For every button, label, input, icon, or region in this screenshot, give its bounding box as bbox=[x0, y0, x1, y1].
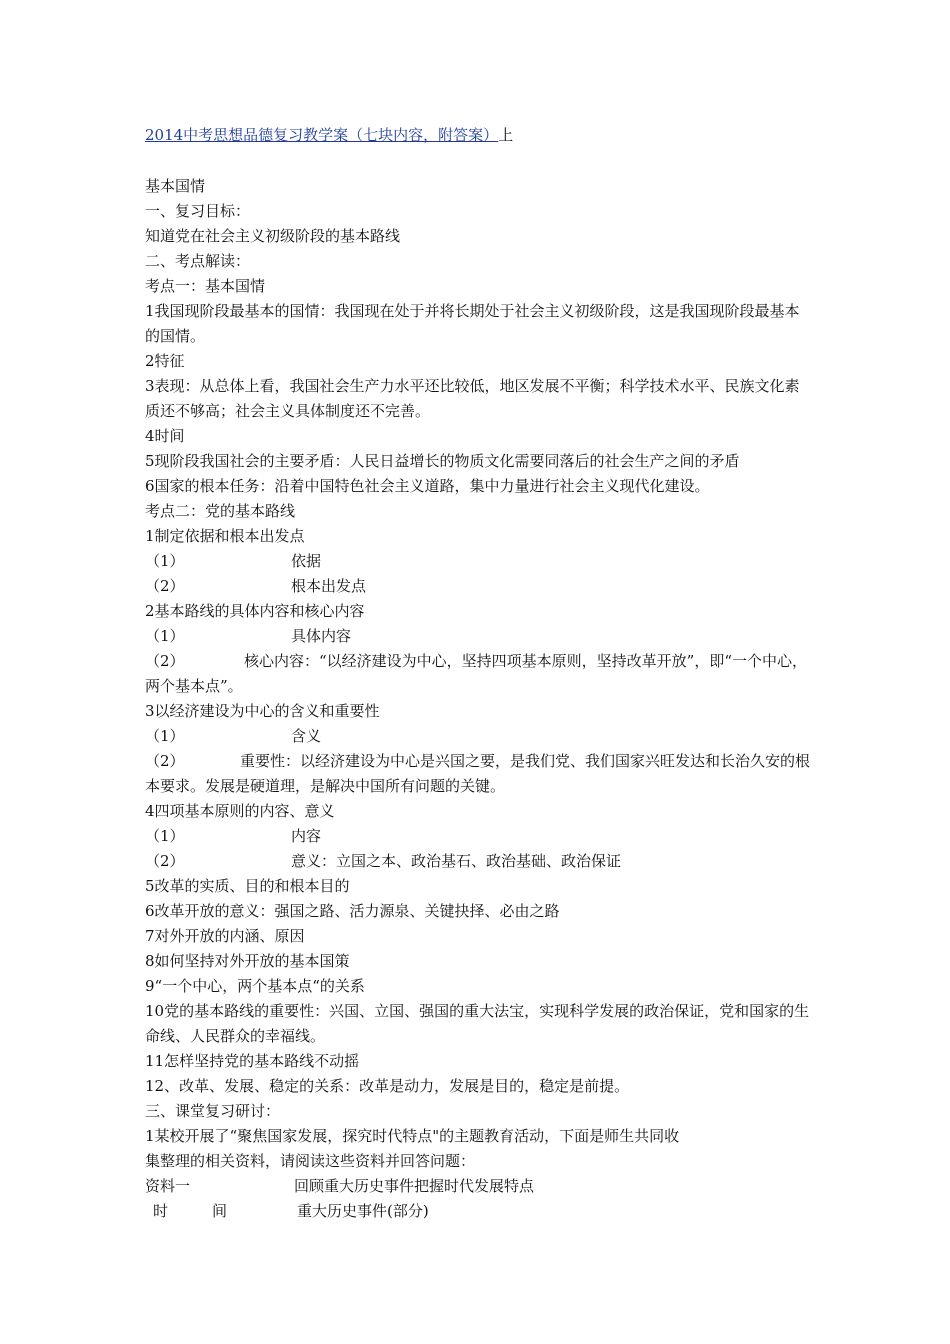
text-line: 考点一：基本国情 bbox=[145, 277, 266, 295]
title-link[interactable]: 2014中考思想品德复习教学案（七块内容，附答案） bbox=[145, 126, 499, 144]
title-suffix: 上 bbox=[498, 126, 514, 144]
sub-item-number: （2） bbox=[145, 852, 185, 870]
sub-item bbox=[145, 824, 810, 849]
sub-item-text: 重要性：以经济建设为中心是兴国之要，是我们党、我们国家兴旺发达和长治久安的根本要求。发展是硬道理，是解决中国所有问题的关键。 bbox=[145, 752, 811, 795]
text-line: 5改革的实质、目的和根本目的 bbox=[145, 877, 350, 895]
sub-item bbox=[145, 849, 810, 874]
sub-item-number: （1） bbox=[145, 627, 185, 645]
sub-item-number: （2） bbox=[145, 652, 185, 670]
text-line: 7对外开放的内涵、原因 bbox=[145, 927, 305, 945]
sub-item bbox=[145, 574, 810, 599]
text-line: 1制定依据和根本出发点 bbox=[145, 527, 305, 545]
sub-item-number: （2） bbox=[145, 577, 185, 595]
text-line: 6国家的根本任务：沿着中国特色社会主义道路，集中力量进行社会主义现代化建设。 bbox=[145, 477, 710, 495]
text-line: 12、改革、发展、稳定的关系：改革是动力，发展是目的，稳定是前提。 bbox=[145, 1077, 630, 1095]
table-col-events: 重大历史事件(部分) bbox=[297, 1202, 429, 1220]
table-header-row bbox=[145, 1199, 810, 1224]
text-line: 6改革开放的意义：强国之路、活力源泉、关键抉择、必由之路 bbox=[145, 902, 560, 920]
text-line: 3以经济建设为中心的含义和重要性 bbox=[145, 702, 380, 720]
text-line: 一、复习目标： bbox=[145, 202, 251, 220]
text-line: 考点二：党的基本路线 bbox=[145, 502, 296, 520]
text-line: 三、课堂复习研讨： bbox=[145, 1102, 281, 1120]
sub-item-text: 内容 bbox=[291, 827, 322, 845]
sub-item bbox=[145, 649, 810, 699]
section-heading: 基本国情 bbox=[145, 177, 206, 195]
sub-item bbox=[145, 749, 810, 799]
table-col-time-b: 间 bbox=[212, 1202, 228, 1220]
text-line: 知道党在社会主义初级阶段的基本路线 bbox=[145, 227, 401, 245]
text-line: 二、考点解读： bbox=[145, 252, 251, 270]
sub-item-text: 意义：立国之本、政治基石、政治基础、政治保证 bbox=[291, 852, 622, 870]
sub-item-text: 具体内容 bbox=[291, 627, 352, 645]
text-line: 2基本路线的具体内容和核心内容 bbox=[145, 602, 365, 620]
text-line: 5现阶段我国社会的主要矛盾：人民日益增长的物质文化需要同落后的社会生产之间的矛盾 bbox=[145, 452, 740, 470]
sub-item-text: 依据 bbox=[291, 552, 322, 570]
text-line: 2特征 bbox=[145, 352, 185, 370]
sub-item-number: （1） bbox=[145, 727, 185, 745]
document-body bbox=[145, 174, 810, 1224]
document-title bbox=[145, 123, 513, 148]
sub-item-number: （1） bbox=[145, 552, 185, 570]
text-paragraph: 3表现：从总体上看，我国社会生产力水平还比较低，地区发展不平衡；科学技术水平、民族文化素质还不够高；社会主义具体制度还不完善。 bbox=[145, 377, 800, 420]
sub-item-number: （2） bbox=[145, 752, 185, 770]
sub-item-number: （1） bbox=[145, 827, 185, 845]
text-line: 4时间 bbox=[145, 427, 185, 445]
sub-item-text: 根本出发点 bbox=[291, 577, 367, 595]
text-line: 4四项基本原则的内容、意义 bbox=[145, 802, 335, 820]
text-line: 9“一个中心，两个基本点“的关系 bbox=[145, 977, 365, 995]
text-line: 1某校开展了“聚焦国家发展，探究时代特点"的主题教育活动，下面是师生共同收 bbox=[145, 1127, 680, 1145]
material-heading bbox=[145, 1174, 810, 1199]
material-label: 资料一 bbox=[145, 1177, 191, 1195]
sub-item-text: 核心内容：“以经济建设为中心，坚持四项基本原则，坚持改革开放”，即“一个中心，两个基本点”。 bbox=[145, 652, 808, 695]
table-col-time-a: 时 bbox=[153, 1202, 169, 1220]
text-line: 8如何坚持对外开放的基本国策 bbox=[145, 952, 350, 970]
material-title: 回顾重大历史事件把握时代发展特点 bbox=[294, 1177, 535, 1195]
text-line: 11怎样坚持党的基本路线不动摇 bbox=[145, 1052, 360, 1070]
sub-item bbox=[145, 624, 810, 649]
sub-item bbox=[145, 724, 810, 749]
text-paragraph: 10党的基本路线的重要性：兴国、立国、强国的重大法宝，实现科学发展的政治保证，党和国家的生命线、人民群众的幸福线。 bbox=[145, 1002, 810, 1045]
sub-item bbox=[145, 549, 810, 574]
text-paragraph: 1我国现阶段最基本的国情：我国现在处于并将长期处于社会主义初级阶段，这是我国现阶段最基本的国情。 bbox=[145, 302, 800, 345]
sub-item-text: 含义 bbox=[291, 727, 322, 745]
text-line: 集整理的相关资料，请阅读这些资料并回答问题： bbox=[145, 1152, 476, 1170]
